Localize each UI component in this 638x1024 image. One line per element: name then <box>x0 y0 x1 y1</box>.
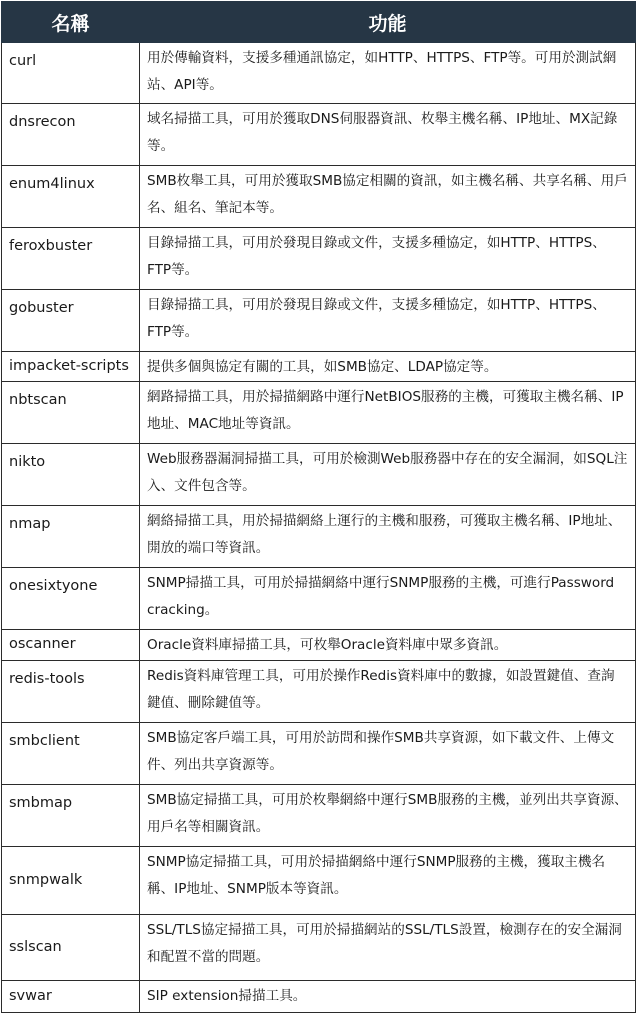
tool-name: redis-tools <box>9 671 85 687</box>
tool-function: SIP extension掃描工具。 <box>147 988 307 1004</box>
tool-name: oscanner <box>9 636 76 652</box>
tool-name: smbmap <box>9 795 73 811</box>
table-row <box>2 981 636 1013</box>
tool-name: dnsrecon <box>9 114 76 130</box>
tool-name-cell <box>2 847 140 915</box>
tool-function: Oracle資料庫掃描工具，可枚舉Oracle資料庫中眾多資訊。 <box>147 637 508 653</box>
tool-name-cell <box>2 43 140 104</box>
tool-name-cell <box>2 568 140 630</box>
tool-function: 用於傳輸資料，支援多種通訊協定，如HTTP、HTTPS、FTP等。可用於測試網站、API等。 <box>147 50 617 93</box>
tool-function-cell <box>140 166 636 228</box>
tool-name-cell <box>2 290 140 352</box>
table-row <box>2 847 636 915</box>
tool-function: Web服務器漏洞掃描工具，可用於檢測Web服務器中存在的安全漏洞，如SQL注入、文件包含等。 <box>147 451 628 494</box>
tool-function-cell <box>140 352 636 382</box>
tool-name-cell <box>2 981 140 1013</box>
tool-function-cell <box>140 568 636 630</box>
table-row <box>2 444 636 506</box>
tool-function-cell <box>140 661 636 723</box>
table-row <box>2 506 636 568</box>
tool-function-cell <box>140 444 636 506</box>
tool-function: 目錄掃描工具，可用於發現目錄或文件，支援多種協定，如HTTP、HTTPS、FTP等。 <box>147 297 606 340</box>
tool-name-cell <box>2 104 140 166</box>
tool-name: enum4linux <box>9 176 95 192</box>
tool-name: smbclient <box>9 733 80 749</box>
table-row <box>2 352 636 382</box>
table-row <box>2 785 636 847</box>
tool-function: SNMP掃描工具，可用於掃描網絡中運行SNMP服務的主機，可進行Password cracking。 <box>147 575 615 618</box>
tool-function: Redis資料庫管理工具，可用於操作Redis資料庫中的數據，如設置鍵值、查詢鍵值、刪除鍵值等。 <box>147 668 615 711</box>
tool-function: SMB枚舉工具，可用於獲取SMB協定相關的資訊，如主機名稱、共享名稱、用戶名、組名、筆記本等。 <box>147 173 628 216</box>
tool-name-cell <box>2 166 140 228</box>
table-row <box>2 661 636 723</box>
tool-function: 目錄掃描工具，可用於發現目錄或文件，支援多種協定，如HTTP、HTTPS、FTP等。 <box>147 235 606 278</box>
header-function: 功能 <box>140 2 636 43</box>
tool-function: 域名掃描工具，可用於獲取DNS伺服器資訊、枚舉主機名稱、IP地址、MX記錄等。 <box>147 111 618 154</box>
tool-function-cell <box>140 981 636 1013</box>
table-row <box>2 568 636 630</box>
tool-name-cell <box>2 444 140 506</box>
tool-name-cell <box>2 661 140 723</box>
tool-function-cell <box>140 382 636 444</box>
tool-function: SMB協定客戶端工具，可用於訪問和操作SMB共享資源，如下載文件、上傳文件、列出共享資源等。 <box>147 730 615 773</box>
table-row <box>2 228 636 290</box>
tool-name-cell <box>2 506 140 568</box>
tool-name: nikto <box>9 454 46 470</box>
tool-function-cell <box>140 43 636 104</box>
tool-name: curl <box>9 53 37 69</box>
tool-name-cell <box>2 915 140 981</box>
table-row <box>2 630 636 661</box>
tool-function: 網絡掃描工具，用於掃描網絡上運行的主機和服務，可獲取主機名稱、IP地址、開放的端口等資訊。 <box>147 513 622 556</box>
tool-name: onesixtyone <box>9 578 98 594</box>
tool-name-cell <box>2 352 140 382</box>
tool-function: SMB協定掃描工具，可用於枚舉網絡中運行SMB服務的主機，並列出共享資源、用戶名等相關資訊。 <box>147 792 628 835</box>
tool-name-cell <box>2 382 140 444</box>
tool-function: 提供多個與協定有關的工具，如SMB協定、LDAP協定等。 <box>147 359 498 375</box>
tool-function-cell <box>140 847 636 915</box>
tool-function-cell <box>140 723 636 785</box>
tool-name: svwar <box>9 988 52 1004</box>
tool-function-cell <box>140 228 636 290</box>
tool-name: sslscan <box>9 939 62 955</box>
tool-name: nmap <box>9 516 51 532</box>
table-row <box>2 915 636 981</box>
header-name: 名稱 <box>2 2 140 43</box>
tool-function-cell <box>140 630 636 661</box>
tool-function-cell <box>140 290 636 352</box>
tool-name-cell <box>2 630 140 661</box>
tool-name: nbtscan <box>9 392 67 408</box>
tool-function: 網路掃描工具，用於掃描網路中運行NetBIOS服務的主機，可獲取主機名稱、IP地址、MAC地址等資訊。 <box>147 389 624 432</box>
tool-name-cell <box>2 723 140 785</box>
tool-name-cell <box>2 785 140 847</box>
tool-function: SSL/TLS協定掃描工具，可用於掃描網站的SSL/TLS設置，檢測存在的安全漏洞和配置不當的問題。 <box>147 922 622 965</box>
tool-name: impacket-scripts <box>9 358 129 374</box>
tool-function-cell <box>140 915 636 981</box>
table-row <box>2 723 636 785</box>
tools-table <box>1 1 636 1013</box>
header-row <box>2 2 636 43</box>
tool-name: feroxbuster <box>9 238 93 254</box>
tool-name-cell <box>2 228 140 290</box>
table-row <box>2 104 636 166</box>
table-row <box>2 166 636 228</box>
tool-name: snmpwalk <box>9 872 83 888</box>
table-row <box>2 290 636 352</box>
tool-function-cell <box>140 506 636 568</box>
tool-function: SNMP協定掃描工具，可用於掃描網絡中運行SNMP服務的主機，獲取主機名稱、IP地址、SNMP版本等資訊。 <box>147 854 606 897</box>
table-row <box>2 43 636 104</box>
tool-function-cell <box>140 104 636 166</box>
tool-name: gobuster <box>9 300 74 316</box>
table-row <box>2 382 636 444</box>
tool-function-cell <box>140 785 636 847</box>
